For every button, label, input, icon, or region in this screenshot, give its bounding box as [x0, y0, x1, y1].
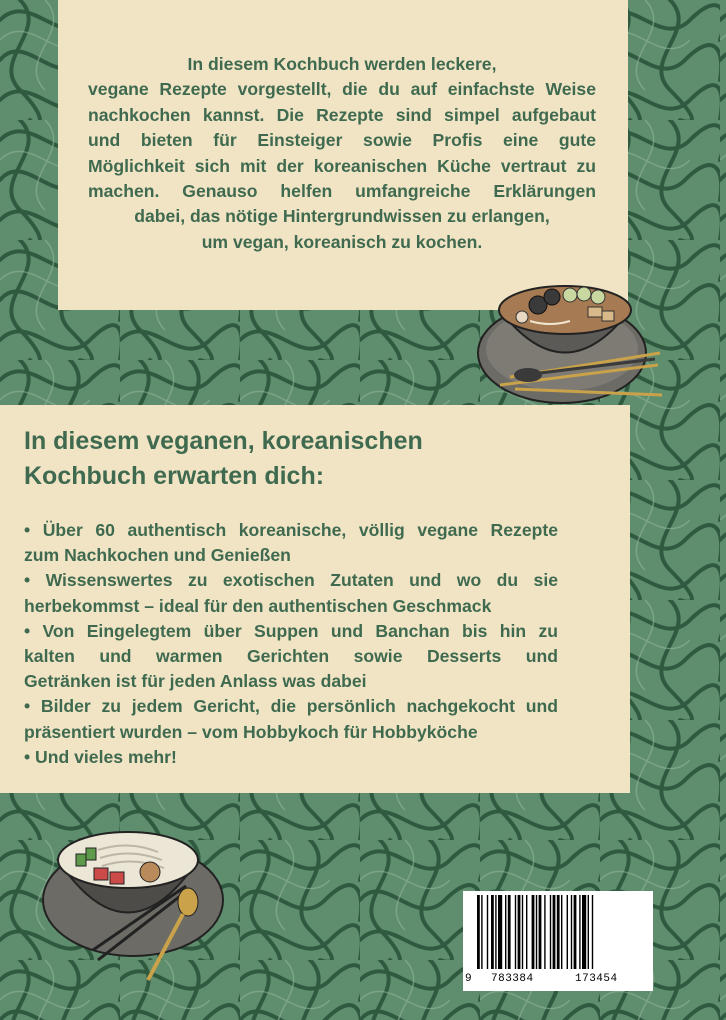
list-item-line: präsentiert wurden – vom Hobbykoch für Hobbyköche [24, 721, 478, 742]
soup-bowl-illustration [470, 265, 670, 415]
intro-line: und bieten für Einsteiger sowie Profis eine gute [88, 130, 596, 151]
barcode-bar [553, 895, 556, 969]
barcode-bar [481, 895, 482, 969]
barcode-bar [571, 895, 572, 969]
barcode-bar [498, 895, 502, 969]
list-item [24, 568, 558, 618]
barcode-bar [557, 895, 560, 969]
barcode-bar [592, 895, 593, 969]
list-item-line: • Wissenswertes zu exotischen Zutaten und wo du sie [24, 570, 558, 591]
barcode-bar [518, 895, 521, 969]
barcode-bar [508, 895, 511, 969]
barcode-bar [477, 895, 480, 969]
intro-line: nachkochen kannst. Die Rezepte sind simpel aufgebaut [88, 104, 596, 125]
features-heading-line: In diesem veganen, koreanischen [24, 427, 423, 455]
intro-line: um vegan, koreanisch zu kochen. [201, 231, 483, 252]
list-item [24, 745, 558, 770]
intro-line: vegane Rezepte vorgestellt, die du auf einfachste Weise [88, 79, 596, 100]
intro-line: Möglichkeit sich mit der koreanischen Küche vertraut zu [88, 155, 596, 176]
list-item [24, 619, 558, 695]
barcode-first-digit: 9 [465, 973, 473, 985]
noodle-bowl-illustration [38, 820, 238, 985]
features-heading [24, 424, 604, 494]
barcode-bar [588, 895, 589, 969]
intro-line: dabei, das nötige Hintergrundwissen zu erlangen, [134, 206, 550, 227]
barcode-bar [544, 895, 545, 969]
list-item-line: • Bilder zu jedem Gericht, die persönlich nachgekocht und [24, 696, 558, 717]
list-item-line: • Über 60 authentisch koreanische, völlig vegane Rezepte [24, 520, 558, 540]
barcode-bar [491, 895, 494, 969]
barcode-bar [526, 895, 527, 969]
barcode-bars [475, 895, 643, 979]
list-item-line: • Und vieles mehr! [24, 746, 177, 767]
list-item [24, 694, 558, 744]
isbn-barcode [463, 891, 653, 991]
barcode-left-digits: 783384 [491, 973, 534, 985]
barcode-bar [532, 895, 535, 969]
list-item-line: kalten und warmen Gerichten sowie Desserts und [24, 646, 558, 667]
list-item-line: zum Nachkochen und Genießen [24, 545, 291, 566]
barcode-bar [567, 895, 568, 969]
list-item-line: herbekommst – ideal für den authentischen Geschmack [24, 595, 492, 616]
barcode-bar [550, 895, 551, 969]
list-item-line: Getränken ist für jeden Anlass was dabei [24, 671, 367, 692]
barcode-bar [505, 895, 506, 969]
list-item [24, 518, 558, 568]
barcode-bar [536, 895, 537, 969]
intro-line: machen. Genauso helfen umfangreiche Erklärungen [88, 181, 596, 202]
barcode-bar [522, 895, 523, 969]
barcode-right-digits: 173454 [575, 973, 618, 985]
intro-line: In diesem Kochbuch werden leckere, [187, 54, 497, 74]
barcode-bar [487, 895, 488, 969]
feature-list [24, 518, 558, 770]
barcode-bar [582, 895, 586, 969]
list-item-line: • Von Eingelegtem über Suppen und Banchan bis hin zu [24, 620, 558, 641]
barcode-bar [579, 895, 580, 969]
barcode-bar [515, 895, 516, 969]
barcode-bar [574, 895, 577, 969]
features-heading-line: Kochbuch erwarten dich: [24, 462, 325, 490]
barcode-bar [495, 895, 496, 969]
intro-text [88, 52, 596, 255]
barcode-bar [539, 895, 542, 969]
barcode-bar [561, 895, 562, 969]
